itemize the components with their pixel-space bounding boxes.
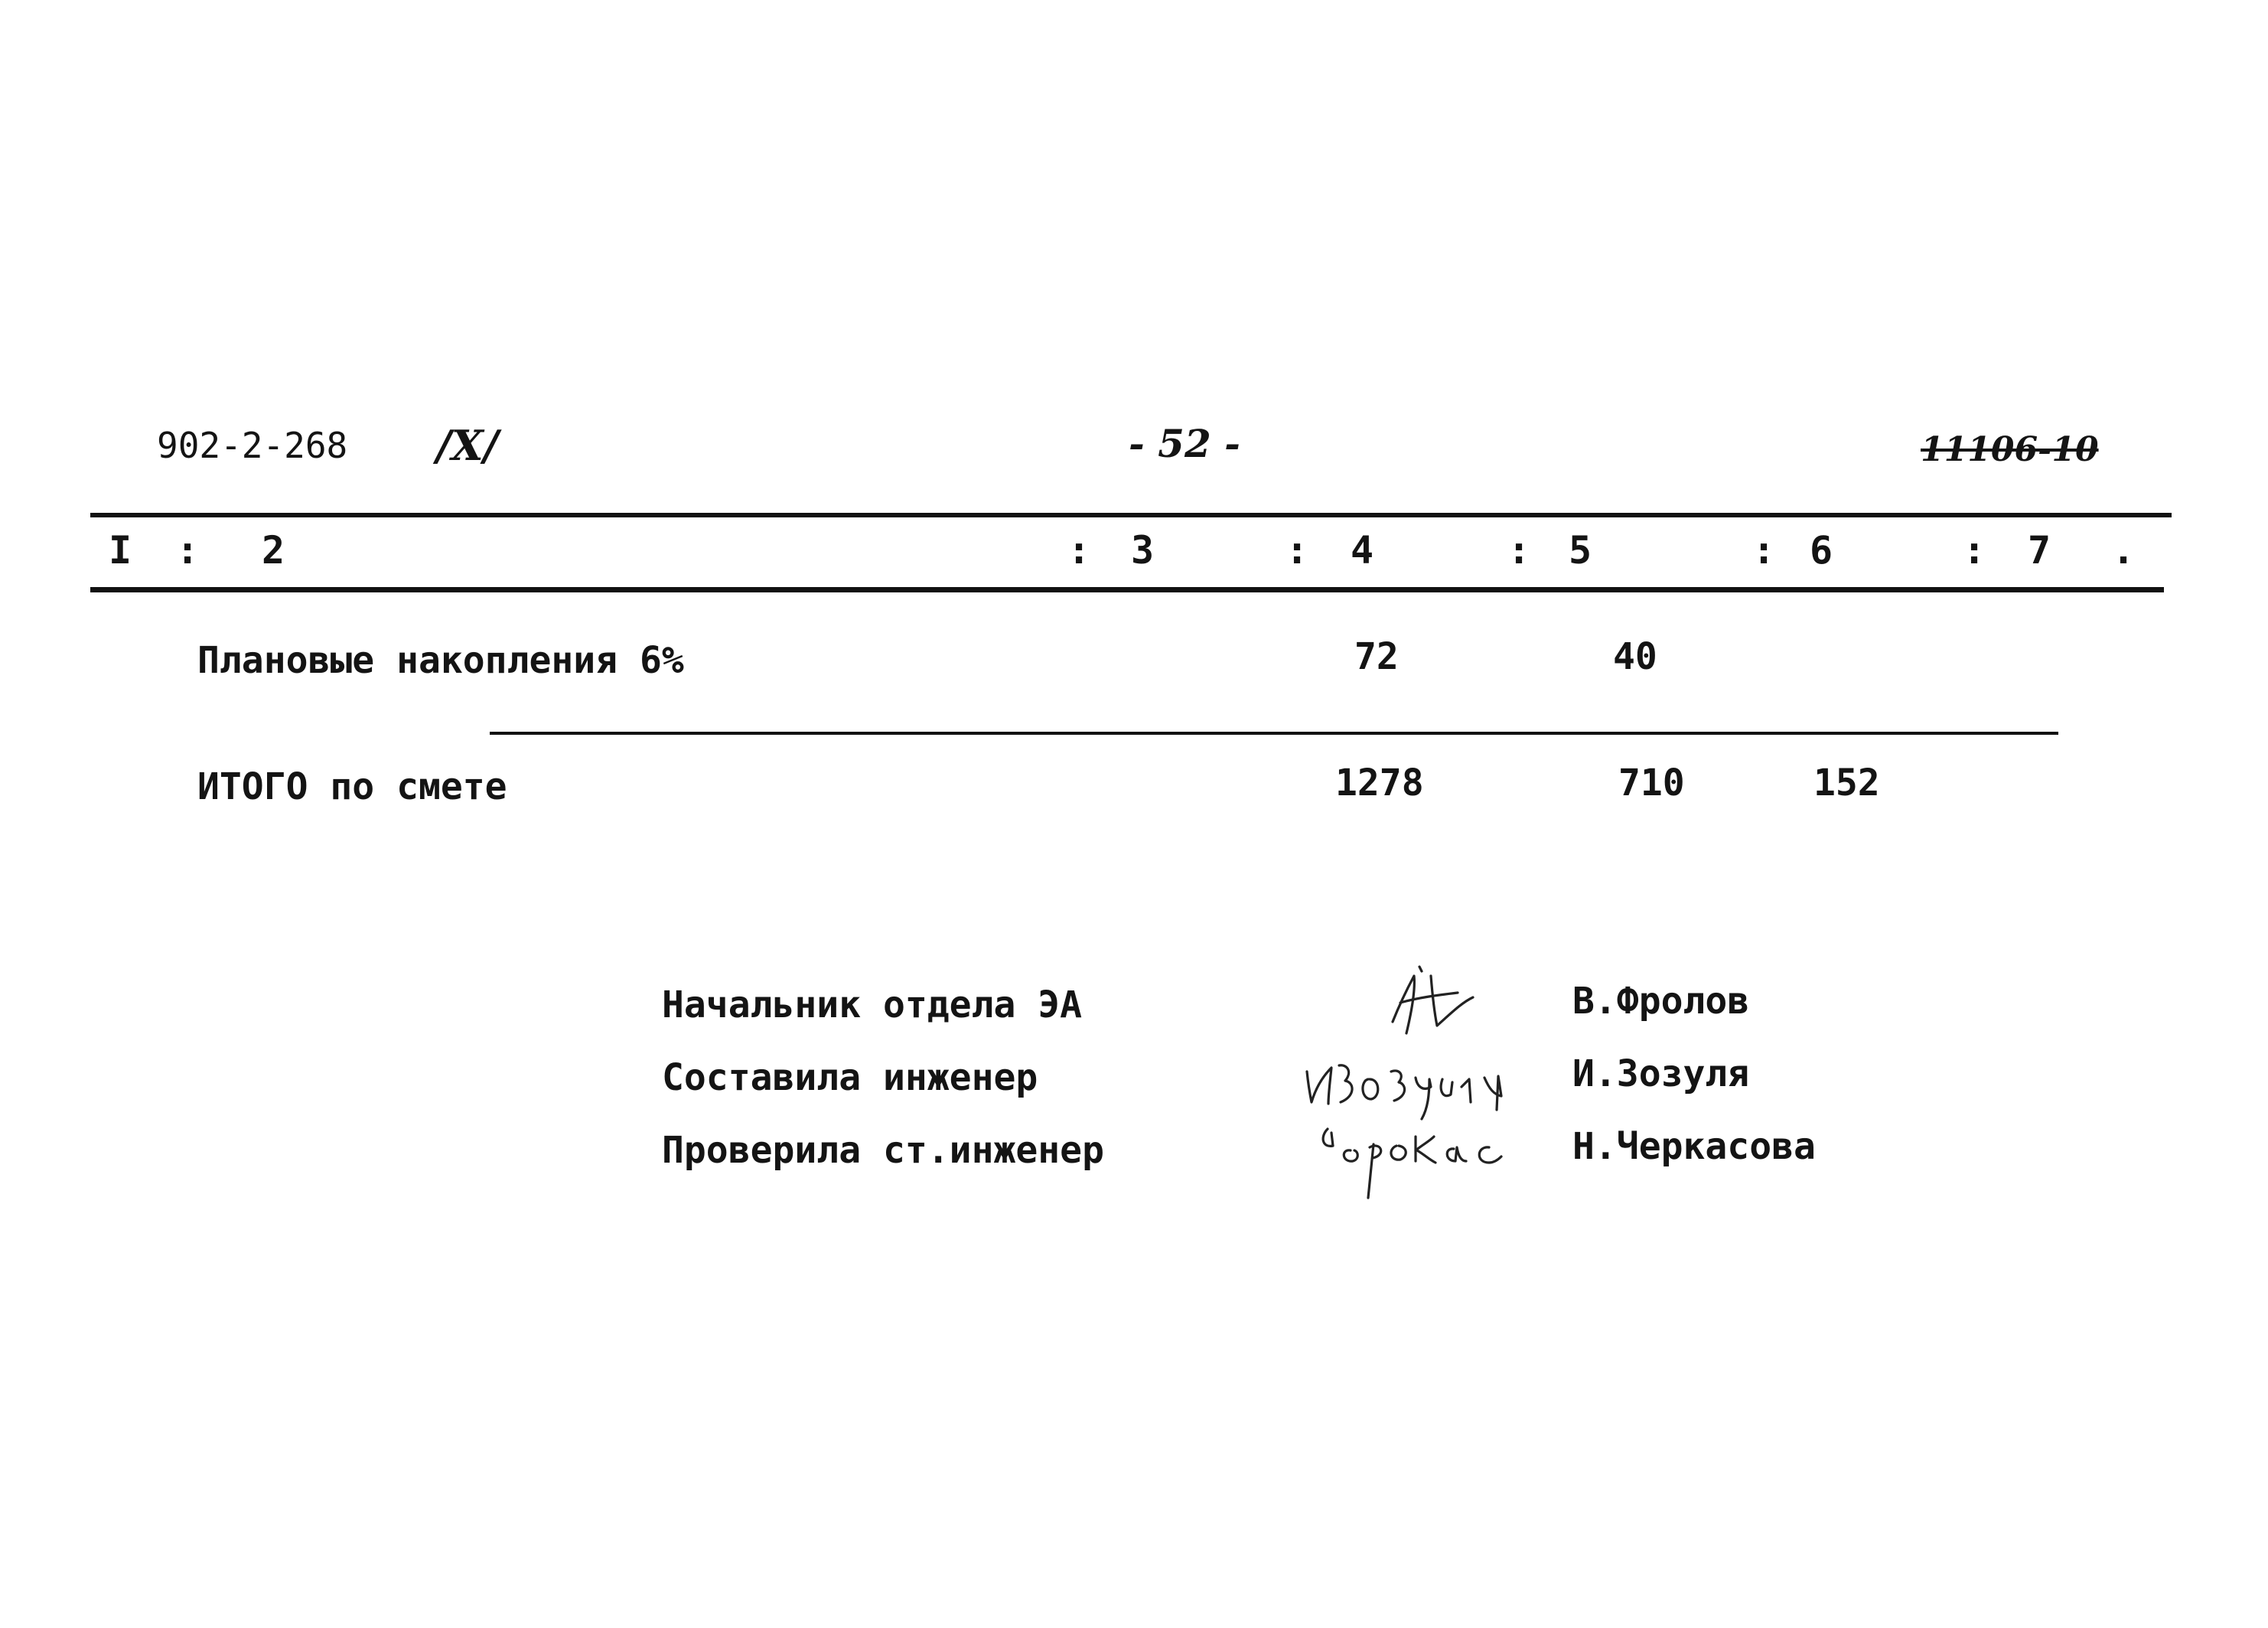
row-col6-value: 152 [1813,762,1880,804]
row-col5-value: 40 [1613,635,1657,678]
row-col4-value: 1278 [1335,762,1424,804]
column-separator: : [1963,528,1986,573]
row-label: ИТОГО по смете [197,765,507,808]
page-number: - 52 - [1129,421,1240,466]
signatory-name: В.Фролов [1572,980,1750,1023]
subtotal-rule [490,732,2058,735]
signatory-role: Составила инженер [662,1056,1038,1099]
row-label: Плановые накопления 6% [197,639,684,682]
column-separator: : [1067,528,1091,573]
column-header-7: 7 [2028,528,2051,573]
signatory-role: Проверила ст.инженер [662,1129,1104,1172]
column-header-6: 6 [1810,528,1833,573]
inventory-number: 11106-10 [1921,430,2099,469]
column-separator: : [1507,528,1531,573]
row-col4-value: 72 [1354,635,1399,678]
column-header-5: 5 [1569,528,1592,573]
document-code: 902-2-268 [157,425,348,466]
signatory-role: Начальник отдела ЭА [662,984,1083,1026]
row-col5-value: 710 [1618,762,1685,804]
signatory-name: И.Зозуля [1572,1052,1750,1095]
column-header-2: 2 [262,528,285,573]
column-separator: : [1286,528,1309,573]
column-separator: : [176,528,200,573]
column-separator: : [1752,528,1776,573]
table-header-bottom-rule [90,587,2164,592]
handwritten-signature [1308,1114,1523,1206]
volume-mark: /X/ [436,421,499,470]
table-top-rule [90,513,2172,517]
column-end-mark: . [2112,528,2136,573]
column-header-1: I [109,528,132,573]
column-header-4: 4 [1351,528,1374,573]
column-header-3: 3 [1131,528,1155,573]
signatory-name: Н.Черкасова [1572,1125,1816,1168]
handwritten-signature [1377,961,1484,1045]
